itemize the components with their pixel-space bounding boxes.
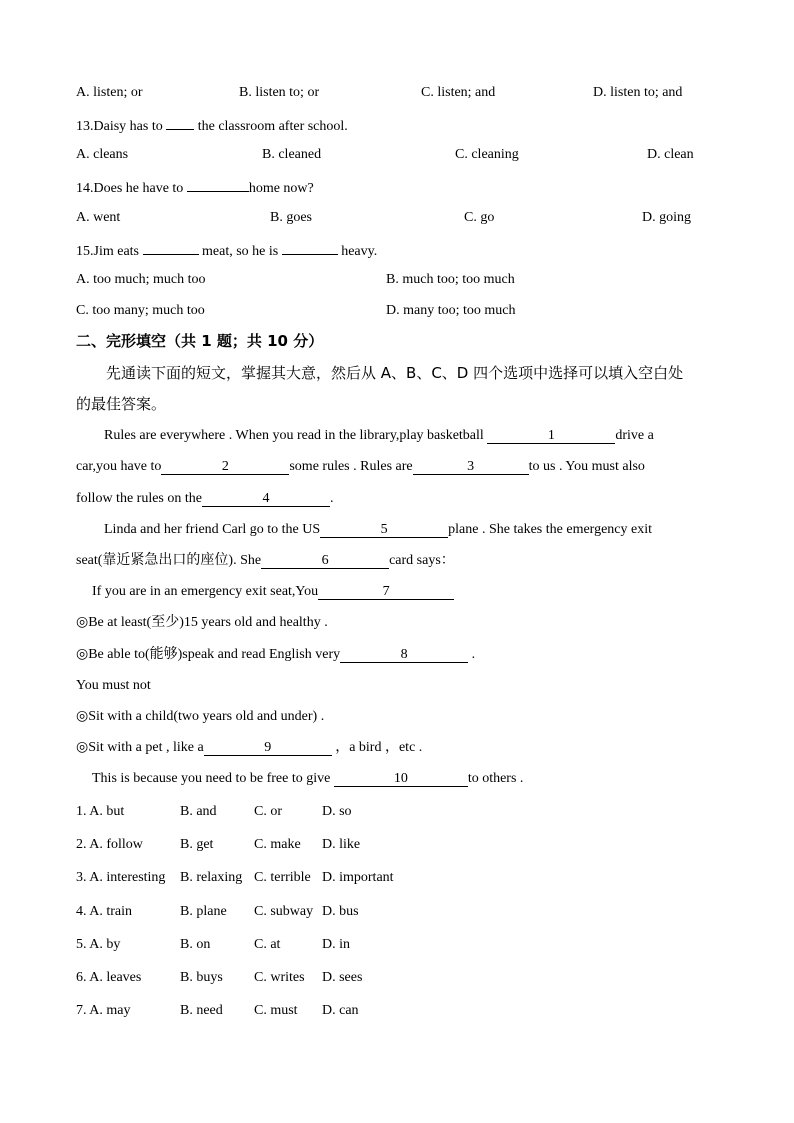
passage-line-10: ◎Sit with a child(two years old and under) . [76,709,325,724]
q12-option-a: A. listen; or [76,85,143,100]
passage-line-2: car,you have to 2 some rules . Rules are 3 to us . You must also [76,459,645,474]
answer-q2-option-c: C. make [254,837,301,852]
answer-q2-option-a: 2. A. follow [76,837,143,852]
q13-blank [166,114,194,130]
q12-option-c: C. listen; and [421,85,496,100]
blank-7: 7 [318,584,454,600]
q15-blank-2 [282,239,338,255]
blank-2: 2 [161,459,289,475]
answer-q5-option-d: D. in [322,937,350,952]
answer-q5-option-a: 5. A. by [76,937,121,952]
blank-9: 9 [204,740,332,756]
blank-3: 3 [413,459,529,475]
answer-q4-option-d: D. bus [322,904,359,919]
q13-option-c: C. cleaning [455,147,519,162]
q14-option-a: A. went [76,210,121,225]
answer-q3-option-d: D. important [322,870,394,885]
answer-q2-option-b: B. get [180,837,214,852]
q15-option-a: A. too much; much too [76,272,206,287]
passage-line-12: This is because you need to be free to give 10 to others . [92,771,524,786]
answer-q1-option-c: C. or [254,804,282,819]
passage-line-1: Rules are everywhere . When you read in the library,play basketball 1 drive a [104,428,654,443]
answer-q7-option-c: C. must [254,1003,298,1018]
q14-option-c: C. go [464,210,495,225]
passage-line-5: seat(靠近紧急出口的座位). She 6 card says： [76,553,455,568]
q15-stem: 15.Jim eats meat, so he is heavy. [76,239,377,262]
answer-q2-option-d: D. like [322,837,361,852]
q14-option-d: D. going [642,210,691,225]
q13-stem: 13.Daisy has to the classroom after school. [76,114,348,137]
passage-line-4: Linda and her friend Carl go to the US 5 plane . She takes the emergency exit [104,522,653,537]
passage-line-3: follow the rules on the 4 . [76,491,334,506]
answer-q1-option-d: D. so [322,804,352,819]
instructions-line-2: 的最佳答案。 [76,395,167,413]
q12-option-d: D. listen to; and [593,85,683,100]
q12-option-b: B. listen to; or [239,85,320,100]
passage-line-11: ◎Sit with a pet , like a 9 ，a bird ，etc . [76,740,423,755]
answer-q3-option-c: C. terrible [254,870,311,885]
section-title: 二、完形填空（共 1 题；共 10 分） [76,332,324,350]
q14-option-b: B. goes [270,210,312,225]
q14-blank [187,176,249,192]
passage-line-6: If you are in an emergency exit seat,You 7 [76,582,732,602]
blank-5: 5 [320,522,448,538]
answer-q6-option-a: 6. A. leaves [76,970,142,985]
q13-option-d: D. clean [647,147,694,162]
q14-stem: 14.Does he have to home now? [76,176,314,199]
answer-q6-option-c: C. writes [254,970,305,985]
answer-q5-option-c: C. at [254,937,281,952]
blank-1: 1 [487,428,615,444]
passage-line-8: ◎Be able to(能够)speak and read English very 8 . [76,647,476,662]
blank-4: 4 [202,491,330,507]
passage-line-7: ◎Be at least(至少)15 years old and healthy . [76,615,328,630]
q15-option-c: C. too many; much too [76,303,205,318]
answer-q6-option-b: B. buys [180,970,223,985]
blank-8: 8 [340,647,468,663]
answer-q3-option-a: 3. A. interesting [76,870,166,885]
section-instructions [76,358,721,420]
answer-q4-option-b: B. plane [180,904,227,919]
answer-q1-option-b: B. and [180,804,217,819]
answer-q3-option-b: B. relaxing [180,870,243,885]
answer-q5-option-b: B. on [180,937,211,952]
answer-q4-option-c: C. subway [254,904,314,919]
blank-6: 6 [261,553,389,569]
answer-q1-option-a: 1. A. but [76,804,125,819]
instructions-line-1: 先通读下面的短文，掌握其大意，然后从 A、B、C、D 四个选项中选择可以填入空白处 [106,364,684,382]
q13-option-a: A. cleans [76,147,129,162]
q15-blank-1 [143,239,199,255]
answer-q7-option-b: B. need [180,1003,223,1018]
q15-option-b: B. much too; too much [386,272,515,287]
answer-q4-option-a: 4. A. train [76,904,132,919]
q15-option-d: D. many too; too much [386,303,516,318]
answer-q6-option-d: D. sees [322,970,363,985]
blank-10: 10 [334,771,468,787]
passage-line-9: You must not [76,678,151,693]
answer-q7-option-d: D. can [322,1003,359,1018]
answer-q7-option-a: 7. A. may [76,1003,131,1018]
q13-option-b: B. cleaned [262,147,322,162]
